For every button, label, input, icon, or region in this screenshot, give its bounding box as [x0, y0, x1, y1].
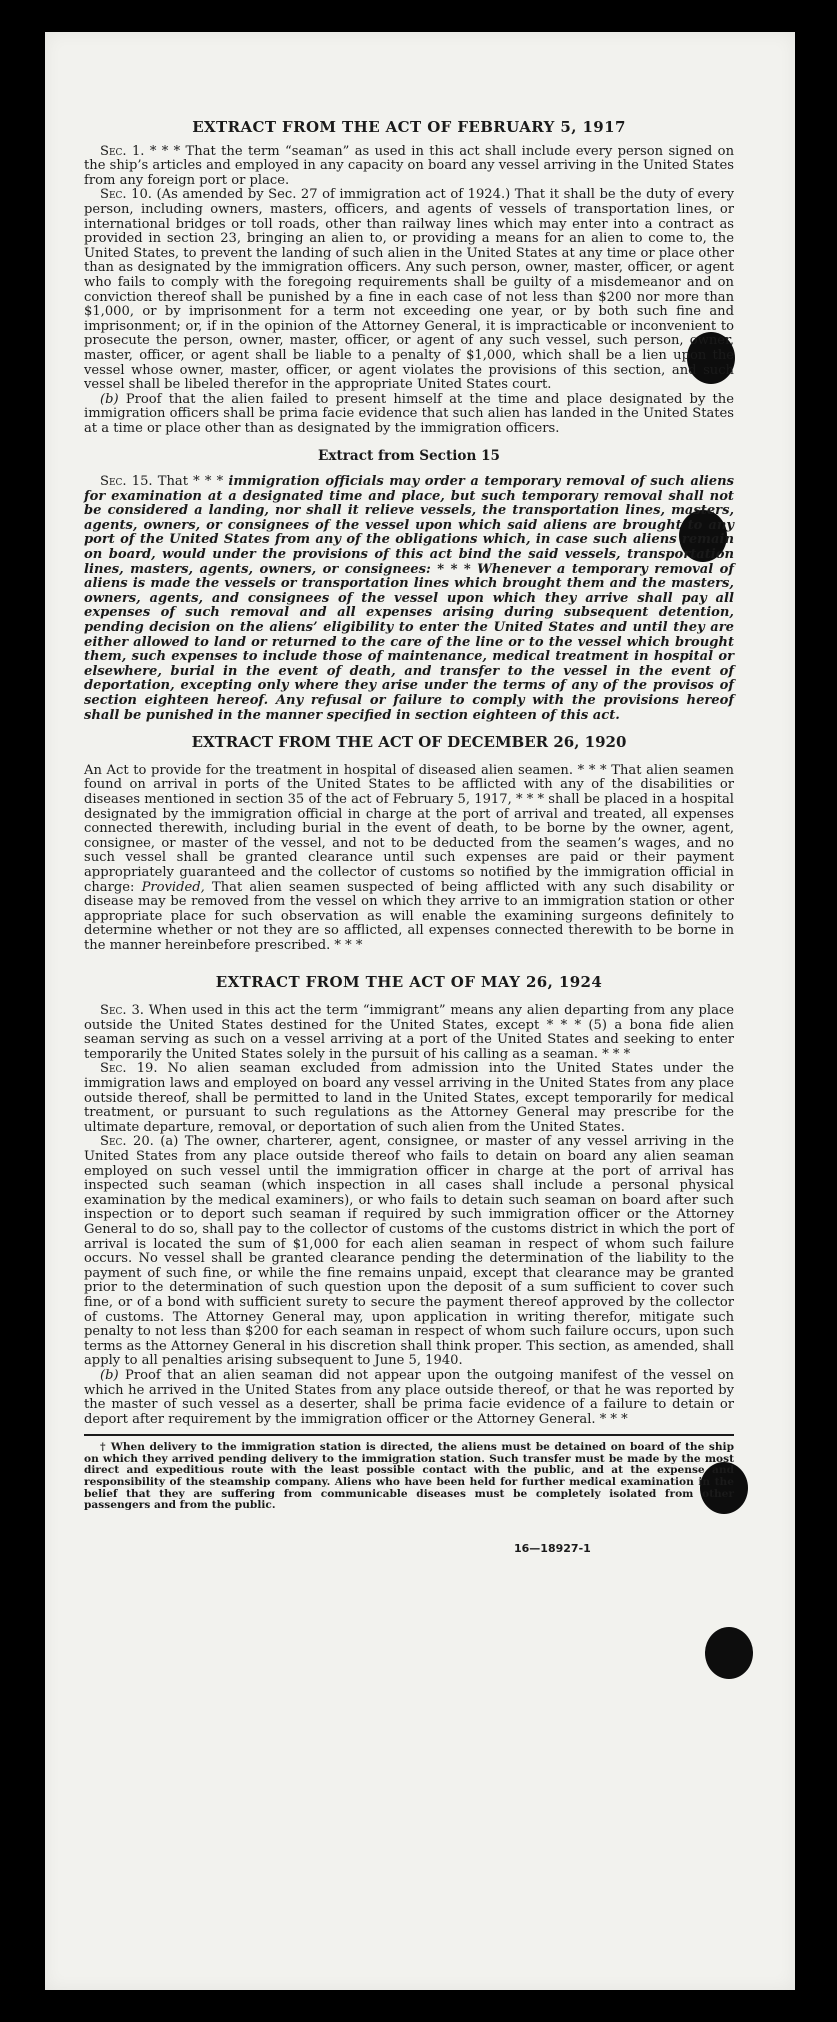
clause-label: (b) — [100, 391, 119, 407]
section-19-paragraph — [84, 1062, 734, 1135]
section-text: (As amended by Sec. 27 of immigration act of 1924.) That it shall be the duty of every person, including owners, masters, officers, and agents of vessels of transportation lines, or international bridges or toll roads, other than railway lines which may enter into a contract as provided in section 23, bringing an alien to, or providing a means for an alien to come to, the United States, to prevent the landing of such alien in the United States at any time or place other than as designated by the immigration officers. Any such person, owner, master, officer, or agent who fails to comply with the foregoing requirements shall be guilty of a misdemeanor and on conviction thereof shall be punished by a fine in each case of not less than $200 nor more than $1,000, or by imprisonment for a term not exceeding one year, or by both such fine and imprisonment; or, if in the opinion of the Attorney General, it is impracticable or inconvenient to prosecute the person, owner, master, officer, or agent of any such vessel, such person, owner, master, officer, or agent shall be liable to a penalty of $1,000, which shall be a lien upon the vessel whose owner, master, officer, or agent violates the provisions of this section, and such vessel shall be libeled therefor in the appropriate United States court. — [84, 187, 734, 393]
section-label: Sec. 3. — [100, 1003, 144, 1019]
clause-text: Proof that an alien seaman did not appear upon the outgoing manifest of the vessel on which he arrived in the United States from any place outside thereof, or that he was reported by the master of such vessel as a deserter, shall be prima facie evidence of a failure to detain or deport after requirement by the immigration officer or the Attorney General. * * * — [84, 1367, 734, 1427]
provided-label: Provided, — [141, 879, 205, 895]
form-number: 16—18927-1 — [514, 1541, 591, 1555]
act-1920-paragraph — [84, 764, 734, 954]
document-page — [45, 32, 795, 1990]
section-text: No alien seaman excluded from admission into the United States under the immigration laws and employed on board any vessel arriving in the United States from any place outside thereof, shall be permitted to land in the United States, except temporarily for medical treatment, or pursuant to such regulations as the Attorney General may prescribe for the ultimate departure, removal, or deportation of such alien from the United States. — [84, 1061, 734, 1135]
section-label: Sec. 20. — [100, 1134, 154, 1150]
heading-act-1917: EXTRACT FROM THE ACT OF FEBRUARY 5, 1917 — [192, 118, 626, 136]
section-label: Sec. 15. — [100, 474, 153, 490]
clause-text: Proof that the alien failed to present himself at the time and place designated by the immigration officers shall be prima facie evidence that such alien has landed in the United States at a time or place other than as designated by the immigration officers. — [84, 391, 734, 436]
section-10-paragraph — [84, 188, 734, 392]
section-1-paragraph — [84, 145, 734, 189]
section-20-b-paragraph — [84, 1369, 734, 1427]
section-label: Sec. 10. — [100, 187, 152, 203]
section-text: immigration officials may order a temporary removal of such aliens for examination at a designated time and place, but such temporary removal shall not be considered a landing, nor shall it relieve vessels, the transportation lines, masters, agents, owners, or consignees of the vessel upon which said aliens are brought to any port of the United States from any of the obligations which, in case such aliens remain on board, would under the provisions of this act bind the said vessels, transportation lines, masters, agents, owners, or consignees: * * * Whenever a temporary removal of aliens is made the vessels or transportation lines which brought them and the masters, owners, agents, and consignees of the vessel upon which they arrive shall pay all expenses of such removal and all expenses arising during subsequent detention, pending decision on the aliens’ eligibility to enter the United States and until they are either allowed to land or returned to the care of the line or to the vessel which brought them, such expenses to include those of maintenance, medical treatment in hospital or elsewhere, burial in the event of death, and transfer to the vessel in the event of deportation, excepting only where they arise under the terms of any of the provisos of section eighteen hereof. Any refusal or failure to comply with the provisions hereof shall be punished in the manner specified in section eighteen of this act. — [84, 474, 735, 723]
section-text: When used in this act the term “immigrant” means any alien departing from any place outside the United States destined for the United States, except * * * (5) a bona fide alien seaman serving as such on a vessel arriving at a port of the United States and seeking to enter temporarily the United States solely in the pursuit of his calling as a seaman. * * * — [84, 1003, 734, 1062]
section-10-b-paragraph — [84, 393, 734, 437]
section-lead: That * * * — [152, 474, 229, 490]
act-1920-text-a: An Act to provide for the treatment in hospital of diseased alien seamen. * * * That alien seamen found on arrival in ports of the United States to be afflicted with any of the disabilities or diseases mentioned in section 35 of the act of February 5, 1917, * * * shall be placed in a hospital designated by the immigration official in charge at the port of arrival and treated, all expenses connected therewith, including burial in the event of death, to be borne by the owner, agent, consignee, or master of the vessel, and not to be deducted from the seamen’s wages, and no such vessel shall be granted clearance until such expenses are paid or their payment appropriately guaranteed and the collector of customs so notified by the immigration official in charge: — [84, 762, 734, 895]
section-3-paragraph — [84, 1004, 734, 1062]
document-body — [84, 120, 734, 1556]
section-20-paragraph — [84, 1135, 734, 1369]
section-text: (a) The owner, charterer, agent, consignee, or master of any vessel arriving in the United States from any place outside thereof who fails to detain on board any alien seaman employed on such vessel until the immigration officer in charge at the port of arrival has inspected such seaman (which inspection in all cases shall include a personal physical examination by the medical examiners), or who fails to detain such seaman on board after such inspection or to deport such seaman if required by such immigration officer or the Attorney General to do so, shall pay to the collector of customs of the customs district in which the port of arrival is located the sum of $1,000 for each alien seaman in respect of whom such failure occurs. No vessel shall be granted clearance pending the determination of the liability to the payment of such fine, or while the fine remains unpaid, except that clearance may be granted prior to the determination of such question upon the deposit of a sum sufficient to cover such fine, or of a bond with sufficient surety to secure the payment thereof approved by the collector of customs. The Attorney General may, upon application in writing therefor, mitigate such penalty to not less than $200 for each seaman in respect of whom such failure occurs, upon such terms as the Attorney General in his discretion shall think proper. This section, as amended, shall apply to all penalties arising subsequent to June 5, 1940. — [84, 1134, 735, 1369]
section-label: Sec. 1. — [100, 143, 145, 159]
section-label: Sec. 19. — [100, 1061, 158, 1077]
binder-hole-bottom-lower — [705, 1627, 753, 1679]
section-text: * * * That the term “seaman” as used in this act shall include every person signed on the ship’s articles and employed in any capacity on board any vessel arriving in the United States from any foreign port or place. — [84, 143, 734, 188]
section-15-paragraph — [84, 475, 734, 723]
footnote: † When delivery to the immigration station is directed, the aliens must be detained on board of the ship on which they arrived pending delivery to the immigration station. Such transfer must be made by the most direct and expeditious route with the least possible contact with the public, and at the expense and responsibility of the steamship company. Aliens who have been held for further medical examination in the belief that they are suffering from communicable diseases must be completely isolated from other passengers and from the public. — [84, 1441, 734, 1512]
heading-act-1920: EXTRACT FROM THE ACT OF DECEMBER 26, 1920 — [191, 733, 627, 752]
act-1920-text-b: That alien seamen suspected of being afflicted with any such disability or disease may be removed from the vessel on which they arrive to an immigration station or other appropriate place for such observation as will enable the examining surgeons definitely to determine whether or not they are so afflicted, all expenses connected therewith to be borne in the manner hereinbefore prescribed. * * * — [84, 879, 734, 953]
clause-label: (b) — [100, 1367, 119, 1383]
footnote-divider — [84, 1434, 734, 1436]
heading-act-1924: EXTRACT FROM THE ACT OF MAY 26, 1924 — [215, 973, 603, 992]
heading-section-15: Extract from Section 15 — [318, 448, 500, 465]
